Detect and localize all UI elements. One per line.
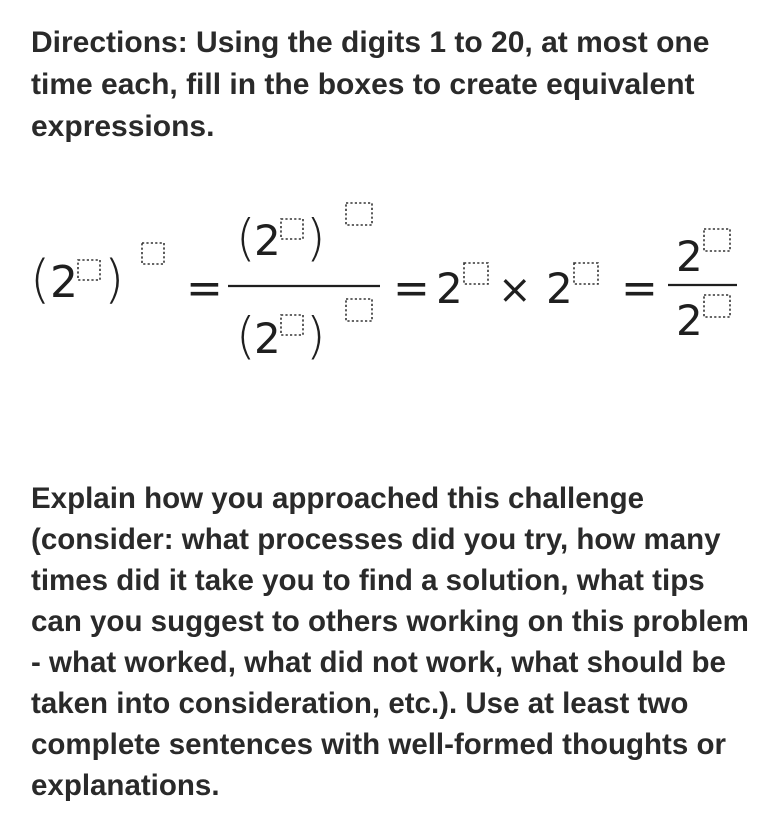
expression-product-of-powers [436, 263, 598, 313]
exponent-box[interactable] [346, 299, 372, 321]
explanation-prompt: Explain how you approached this challenge (consider: what processes did you try, how many times did it take you to find a solution, what tips can you suggest to others working on this problem - what worked, what did not work, what should be taken into consideration, etc.). Use at least two complete sentences with well-formed thoughts or explanations. [31, 482, 749, 802]
base-two: 2 [676, 232, 703, 281]
expression-quotient-same-base [668, 229, 737, 345]
close-paren: ) [306, 307, 326, 365]
times-sign: × [498, 267, 532, 313]
base-two: 2 [546, 264, 573, 313]
exponent-box[interactable] [574, 263, 598, 284]
base-two: 2 [436, 264, 463, 313]
exponent-box[interactable] [142, 243, 164, 264]
exponent-box[interactable] [464, 263, 488, 284]
exponent-box[interactable] [281, 219, 303, 239]
base-two: 2 [254, 216, 281, 265]
open-paren: ( [236, 209, 256, 267]
base-two: 2 [50, 257, 78, 308]
open-paren: ( [236, 307, 256, 365]
base-two: 2 [676, 296, 703, 345]
close-paren: ) [306, 209, 326, 267]
equals-sign: = [621, 263, 658, 314]
directions-text: Directions: Using the digits 1 to 20, at most one time each, fill in the boxes to create equivalent expressions. [31, 26, 710, 143]
equals-sign: = [186, 263, 223, 314]
equals-sign: = [393, 263, 430, 314]
expression-quotient-of-powers [228, 203, 380, 365]
exponent-box[interactable] [78, 260, 100, 280]
equation [0, 185, 772, 385]
equation-svg [0, 185, 772, 385]
exponent-box[interactable] [281, 315, 303, 335]
open-paren: ( [30, 250, 51, 310]
exponent-box[interactable] [704, 229, 730, 251]
close-paren: ) [104, 250, 125, 310]
exponent-box[interactable] [346, 203, 372, 225]
base-two: 2 [254, 314, 281, 363]
expression-power-of-power [30, 243, 164, 310]
exponent-box[interactable] [704, 295, 730, 317]
